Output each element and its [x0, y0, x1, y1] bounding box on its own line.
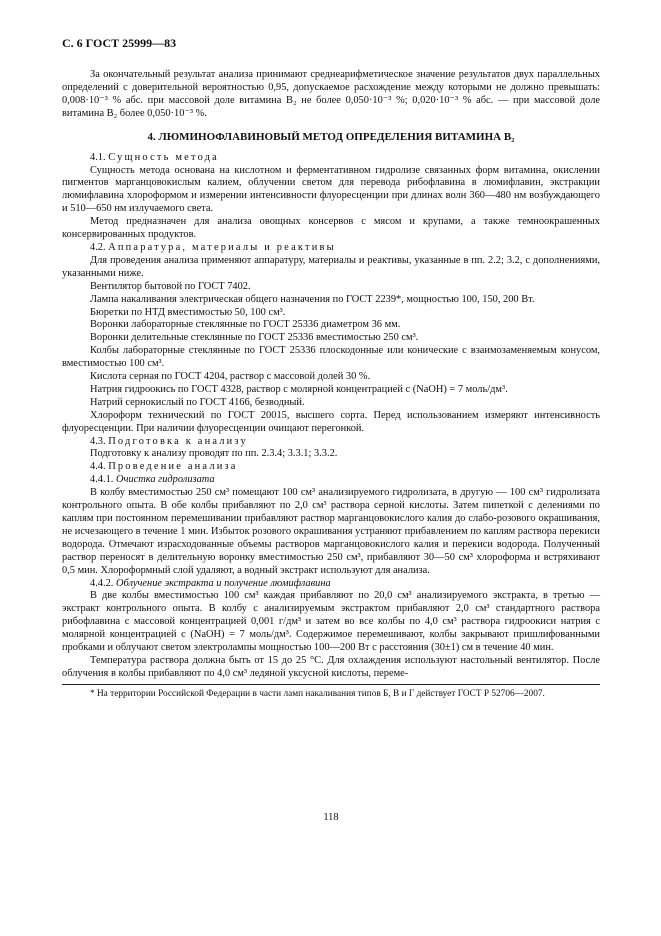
- s42-item: Для проведения анализа применяют аппаратуру, материалы и реактивы, указанные в пп. 2.2; 3.2, с дополнениями, указанными ниже.: [62, 254, 600, 279]
- s42-heading: [62, 242, 600, 255]
- s441-num: 4.4.1.: [90, 474, 114, 486]
- s41-title: Сущность метода: [108, 151, 219, 163]
- s41-paragraph-2: Метод предназначен для анализа овощных консервов с мясом и крупами, а также темноокрашенных консервированных продуктов.: [62, 216, 600, 241]
- s441-heading: [62, 474, 600, 487]
- s42-item: Колбы лабораторные стеклянные по ГОСТ 25336 плоскодонные или конические с взаимозаменяемым конусом, вместимостью 100 см³.: [62, 345, 600, 370]
- intro-paragraph: За окончательный результат анализа принимают среднеарифметическое значение результатов двух параллельных определений с доверительной вероятностью 0,95, допускаемое расхождение между которыми не должно превышать: 0,008·10⁻³ % абс. при массовой доле витамина B₂ не более 0,050·10⁻³ %; 0,020·10⁻³ % абс. — при массовой доле витамина B₂ более 0,050·10⁻³ %.: [62, 69, 600, 119]
- s442-paragraph-1: В две колбы вместимостью 100 см³ каждая прибавляют по 20,0 см³ анализируемого экстракта, в третью — экстракт контрольного опыта. В колбу с анализируемым экстрактом прибавляют 2,0 см³ стандартного раствора рибофлавина с массовой концентрацией 0,001 г/дм³ и затем во все колбы по 4,0 см³ раствора гидроокиси натрия с молярной концентрацией c (NaOH) = 7 моль/дм³. Содержимое перемешивают, колбы закрывают пришлифованными пробками и облучают светом электролампы мощностью 100—200 Вт с расстояния (30±1) см в течение 40 мин.: [62, 590, 600, 654]
- s42-item: Хлороформ технический по ГОСТ 20015, высшего сорта. Перед использованием измеряют интенсивность флуоресценции. При наличии флуоресценции очищают перегонкой.: [62, 409, 600, 434]
- s442-heading: [62, 578, 600, 591]
- s42-num: 4.2.: [90, 241, 106, 253]
- s42-item: Воронки лабораторные стеклянные по ГОСТ 25336 диаметром 36 мм.: [90, 319, 401, 331]
- s44-heading: [62, 461, 600, 474]
- s441-paragraph-1: В колбу вместимостью 250 см³ помещают 100 см³ анализируемого гидролизата, в другую — 100 см³ гидролизата контрольного опыта. В обе колбы прибавляют по 2,0 см³ раствора серной кислоты. Затем пипеткой с делениями по каплям при постоянном перемешивании прибавляют раствор марганцовокислого калия до слабо-розового окрашивания, не исчезающего в течение 1 мин. Избыток розового окрашивания устраняют прибавлением по каплям раствора перекиси водорода. Отмечают израсходованные объемы растворов марганцовокислого калия и перекиси водорода. Полученный раствор переносят в делительную воронку вместимостью 250 см³, прибавляют 30—50 см³ хлороформа и встряхивают 0,5 мин. Хлороформный слой удаляют, а водный экстракт используют для анализа.: [62, 487, 600, 576]
- page-header: С. 6 ГОСТ 25999—83: [62, 36, 177, 50]
- s44-title: Проведение анализа: [108, 461, 238, 473]
- section-title: 4. ЛЮМИНОФЛАВИНОВЫЙ МЕТОД ОПРЕДЕЛЕНИЯ ВИТАМИНА B₂: [147, 130, 515, 143]
- document-page: [62, 36, 600, 823]
- s42-item: Кислота серная по ГОСТ 4204, раствор с массовой долей 30 %.: [90, 371, 371, 383]
- s41-paragraph-1: Сущность метода основана на кислотном и ферментативном гидролизе связанных форм витамина, окислении пигментов марганцовокислым калием, облучении светом для перевода рибофлавина в люмифлавин, экстракции люмифлавина хлороформом и измерении интенсивности флуоресценции при длинах волн 360—480 нм возбуждающего и 510—650 нм излучаемого света.: [62, 164, 600, 215]
- page-number: 118: [323, 812, 339, 823]
- footnote: * На территории Российской Федерации в части ламп накаливания типов Б, В и Г действует ГОСТ Р 52706—2007.: [90, 688, 545, 699]
- s42-item: Натрий сернокислый по ГОСТ 4166, безводный.: [90, 396, 305, 408]
- s43-title: Подготовка к анализу: [108, 435, 248, 447]
- s442-paragraph-2: Температура раствора должна быть от 15 до 25 °С. Для охлаждения используют настольный вентилятор. После облучения в колбы прибавляют по 4,0 см³ ледяной уксусной кислоты, переме-: [62, 654, 600, 679]
- s442-title: Облучение экстракта и получение люмифлавина: [116, 577, 331, 589]
- s44-num: 4.4.: [90, 461, 106, 473]
- s42-item: Вентилятор бытовой по ГОСТ 7402.: [90, 280, 251, 292]
- footnote-divider: [62, 684, 600, 685]
- s42-item: Бюретки по НТД вместимостью 50, 100 см³.: [90, 306, 286, 318]
- s42-item: Натрия гидроокись по ГОСТ 4328, раствор с молярной концентрацией c (NaOH) = 7 моль/дм³.: [90, 383, 508, 395]
- s43-num: 4.3.: [90, 435, 106, 447]
- s41-num: 4.1.: [90, 151, 106, 163]
- s43-heading: [62, 436, 600, 449]
- s42-item: Воронки делительные стеклянные по ГОСТ 25336 вместимостью 250 см³.: [90, 332, 419, 344]
- s442-num: 4.4.2.: [90, 577, 114, 589]
- s42-title: Аппаратура, материалы и реактивы: [108, 241, 336, 253]
- s441-title: Очистка гидролизата: [116, 474, 215, 486]
- s43-paragraph-1: Подготовку к анализу проводят по пп. 2.3.4; 3.3.1; 3.3.2.: [90, 448, 338, 460]
- s41-heading: [62, 152, 600, 165]
- s42-item: Лампа накаливания электрическая общего назначения по ГОСТ 2239*, мощностью 100, 150, 200 Вт.: [90, 293, 535, 305]
